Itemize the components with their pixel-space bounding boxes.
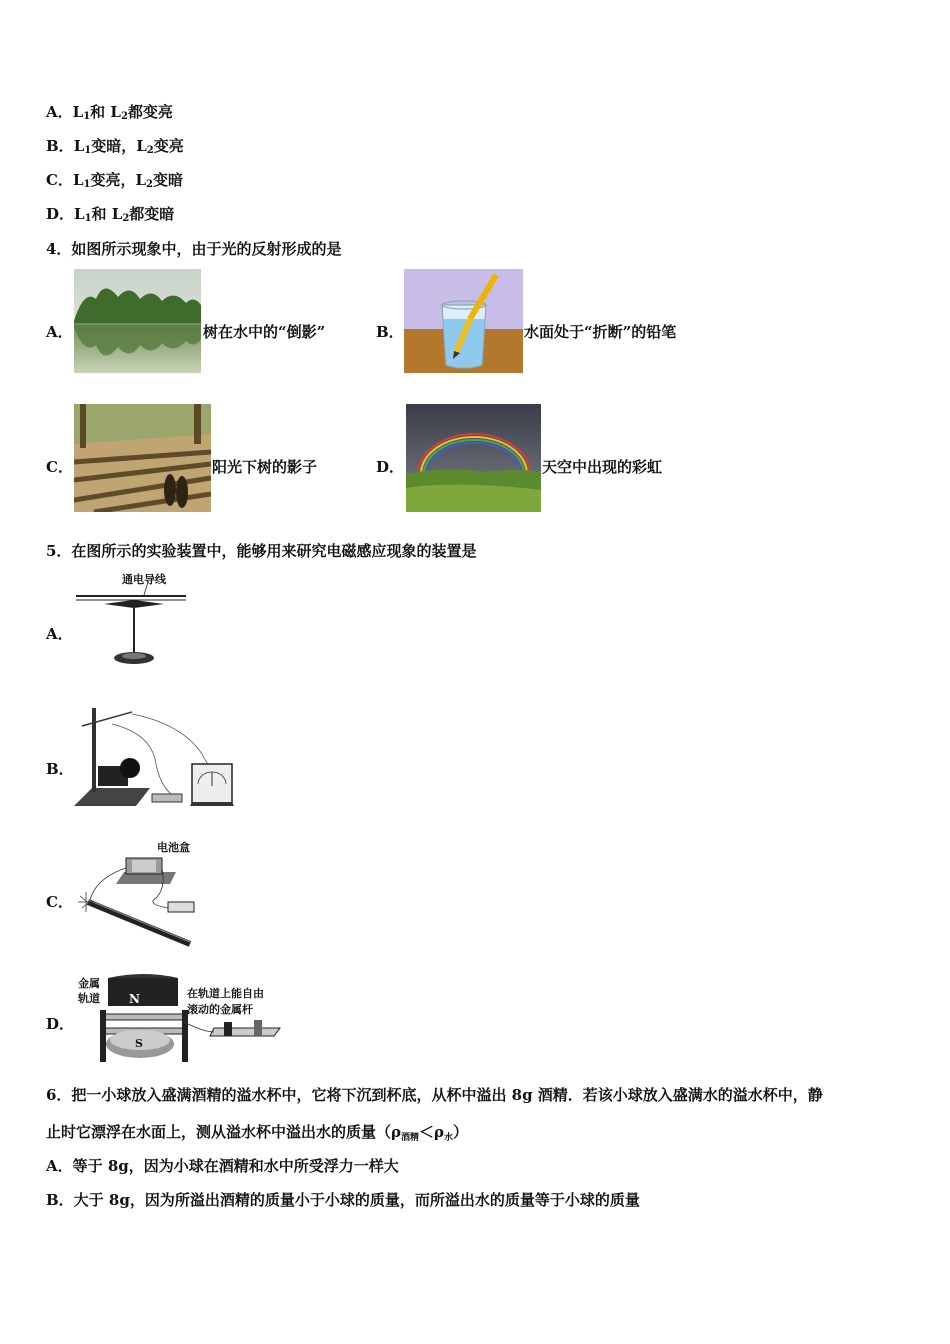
option-text-end: 变暗 [153, 171, 184, 189]
tree-shadow-image [74, 404, 211, 512]
option-text-end: 变亮 [153, 137, 184, 155]
tree-reflection-image [74, 269, 201, 373]
subscript-alcohol: 酒精 [400, 1133, 419, 1143]
rail-label-line2: 轨道 [78, 992, 100, 1005]
q5-stem: 5．在图所示的实验装置中，能够用来研究电磁感应现象的装置是 [46, 542, 477, 560]
q4-option-c-caption: 阳光下树的影子 [212, 458, 318, 476]
subscript: 2 [120, 111, 128, 122]
wire-label: 通电导线 [122, 573, 166, 586]
q3-option-d [46, 204, 174, 229]
subscript: 2 [122, 213, 130, 224]
subscript: 1 [84, 145, 92, 156]
option-text-l1: L [73, 137, 85, 155]
rod-label-line1: 在轨道上能自由 [187, 987, 264, 1000]
option-text-l1: L [72, 171, 84, 189]
option-text-mid: 和 L [90, 103, 121, 121]
q3-option-a [46, 102, 173, 127]
option-text-end: 都变暗 [129, 205, 175, 223]
pencil-in-water-image [404, 269, 523, 373]
option-letter: B． [46, 137, 74, 155]
q6-line2-mid: ＜ρ [419, 1123, 444, 1141]
q5-option-a-letter: A． [46, 625, 73, 643]
rail-label-line1: 金属 [78, 977, 100, 990]
subscript: 2 [146, 179, 153, 190]
option-text-end: 都变亮 [127, 103, 173, 121]
q3-option-b [46, 136, 184, 161]
option-text-mid: 和 L [91, 205, 123, 223]
option-text-mid: 变亮，L [90, 171, 147, 189]
subscript: 1 [84, 213, 92, 224]
q4-option-d-letter: D． [376, 458, 405, 476]
option-text-mid: 变暗，L [91, 137, 147, 155]
q6-option-b: B．大于 8g，因为所溢出酒精的质量小于小球的质量，而所溢出水的质量等于小球的质量 [46, 1191, 640, 1209]
q3-option-c [46, 170, 183, 195]
rod-label-line2: 滚动的金属杆 [187, 1003, 253, 1016]
q4-option-b-caption: 水面处于“折断”的铅笔 [524, 323, 677, 341]
option-letter: A． [46, 103, 73, 121]
q4-option-a-caption: 树在水中的“倒影” [203, 323, 326, 341]
subscript: 1 [83, 111, 91, 122]
metal-rail-label [78, 976, 100, 1006]
q5-option-b-letter: B． [46, 760, 74, 778]
q5-option-d-letter: D． [46, 1015, 75, 1033]
q6-stem-line1: 6．把一小球放入盛满酒精的溢水杯中，它将下沉到杯底，从杯中溢出 8g 酒精．若该小球放入盛满水的溢水杯中，静 [46, 1086, 823, 1104]
rainbow-image [406, 404, 541, 512]
subscript: 2 [146, 145, 154, 156]
q4-option-a-letter: A． [46, 323, 73, 341]
q5-option-c-letter: C． [46, 893, 73, 911]
q4-option-c-letter: C． [46, 458, 73, 476]
q6-line2-pre: 止时它漂浮在水面上，测从溢水杯中溢出水的质量（ρ [46, 1123, 401, 1141]
option-letter: C． [46, 171, 73, 189]
subscript: 1 [83, 179, 91, 190]
battery-box-label: 电池盒 [157, 841, 190, 854]
south-pole-label: S [135, 1037, 143, 1050]
q4-option-b-letter: B． [376, 323, 404, 341]
q4-option-d-caption: 天空中出现的彩虹 [542, 458, 663, 476]
q6-stem-line2 [46, 1122, 468, 1148]
north-pole-label: N [129, 992, 140, 1006]
galvanometer-setup-image [72, 704, 236, 812]
metal-rod-label [187, 986, 264, 1018]
q4-stem: 4．如图所示现象中，由于光的反射形成的是 [46, 240, 342, 258]
option-text-l1: L [74, 205, 85, 223]
option-letter: D． [46, 205, 75, 223]
q6-option-a: A．等于 8g，因为小球在酒精和水中所受浮力一样大 [46, 1157, 399, 1175]
subscript-water: 水 [443, 1133, 453, 1143]
q6-line2-end: ） [453, 1123, 469, 1141]
option-text-l1: L [72, 103, 84, 121]
